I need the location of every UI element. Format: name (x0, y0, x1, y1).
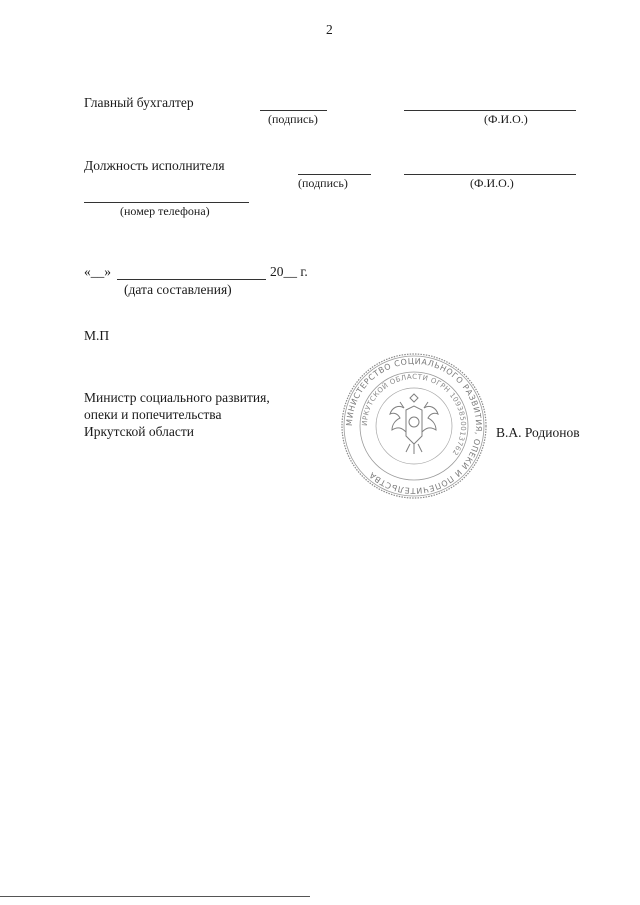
signatory-title-line-1: Министр социального развития, (84, 390, 270, 405)
chief-accountant-label: Главный бухгалтер (84, 95, 194, 110)
executor-phone-caption: (номер телефона) (120, 204, 210, 218)
chief-accountant-name-line (404, 110, 576, 111)
stamp-outer-text: МИНИСТЕРСТВО СОЦИАЛЬНОГО РАЗВИТИЯ, ОПЕКИ И ПОПЕЧИТЕЛЬСТВА (344, 356, 484, 496)
executor-signature-line (298, 174, 371, 175)
seal-place-label: М.П (84, 328, 110, 343)
page-number: 2 (326, 22, 333, 37)
date-day-field: «__» (84, 264, 111, 279)
executor-phone-line (84, 202, 249, 203)
scan-bottom-edge (0, 896, 310, 897)
signatory-name: В.А. Родионов (496, 425, 580, 440)
chief-accountant-signature-line (260, 110, 327, 111)
date-caption: (дата составления) (124, 282, 232, 297)
executor-label: Должность исполнителя (84, 158, 225, 173)
signatory-title-line-3: Иркутской области (84, 424, 195, 439)
executor-name-caption: (Ф.И.О.) (470, 176, 514, 190)
date-year-field: 20__ г. (270, 264, 308, 279)
chief-accountant-name-caption: (Ф.И.О.) (484, 112, 528, 126)
stamp-inner-text: ИРКУТСКОЙ ОБЛАСТИ ОГРН 1093850013762 (360, 372, 468, 457)
signatory-title-line-2: опеки и попечительства (84, 407, 222, 422)
official-stamp (340, 352, 488, 500)
coat-of-arms-icon (390, 394, 438, 454)
chief-accountant-signature-caption: (подпись) (268, 112, 318, 126)
executor-name-line (404, 174, 576, 175)
executor-signature-caption: (подпись) (298, 176, 348, 190)
date-month-line (117, 279, 266, 280)
